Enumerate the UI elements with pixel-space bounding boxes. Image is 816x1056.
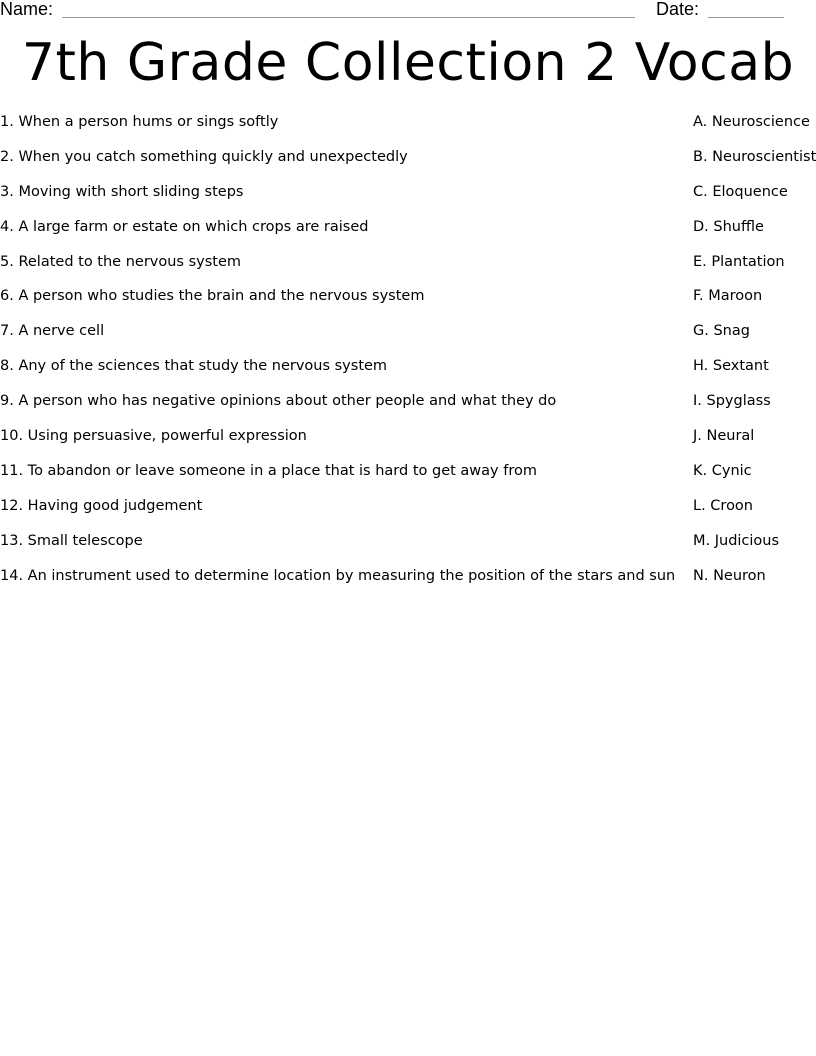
answer-letter: J.	[693, 428, 702, 445]
clue-text: Any of the sciences that study the nervous system	[18, 358, 388, 375]
clue-text: Having good judgement	[27, 497, 203, 514]
clue-item	[0, 286, 680, 321]
clue-text: A large farm or estate on which crops are raised	[18, 218, 369, 235]
clue-text: A person who studies the brain and the nervous system	[18, 288, 425, 305]
answer-word: Neural	[706, 428, 755, 445]
clue-item	[0, 112, 680, 147]
clue-number: 3.	[0, 183, 14, 200]
clue-text: Related to the nervous system	[18, 253, 242, 270]
clue-text: To abandon or leave someone in a place that is hard to get away from	[27, 462, 537, 479]
clue-text: A person who has negative opinions about other people and what they do	[18, 393, 557, 410]
clue-text: A nerve cell	[18, 323, 105, 340]
clue-text: When you catch something quickly and unexpectedly	[18, 148, 408, 165]
answer-word: Cynic	[711, 462, 752, 479]
answer-letter: D.	[693, 218, 709, 235]
answer-item	[693, 112, 816, 147]
answer-word: Spyglass	[706, 393, 771, 410]
answer-letter: B.	[693, 148, 708, 165]
clue-item	[0, 356, 680, 391]
clue-item	[0, 531, 680, 566]
date-label: Date:	[656, 0, 700, 19]
clue-item	[0, 147, 680, 182]
answer-item	[693, 356, 816, 391]
answer-list	[693, 112, 816, 600]
answer-letter: G.	[693, 323, 709, 340]
answer-item	[693, 391, 816, 426]
name-label: Name:	[0, 0, 54, 19]
clue-number: 7.	[0, 323, 14, 340]
clue-item	[0, 217, 680, 252]
clue-text: An instrument used to determine location by measuring the position of the stars and sun	[27, 567, 676, 584]
date-field[interactable]	[708, 17, 784, 18]
answer-item	[693, 426, 816, 461]
answer-word: Shuffle	[713, 218, 764, 235]
answer-letter: N.	[693, 567, 709, 584]
answer-letter: L.	[693, 497, 706, 514]
clue-text: When a person hums or sings softly	[18, 114, 279, 130]
answer-letter: H.	[693, 358, 709, 375]
clue-number: 12.	[0, 497, 24, 514]
answer-item	[693, 286, 816, 321]
answer-word: Croon	[710, 497, 753, 514]
answer-word: Snag	[713, 323, 750, 340]
clue-number: 8.	[0, 358, 14, 375]
answer-word: Neuron	[713, 567, 766, 584]
clue-number: 1.	[0, 114, 14, 130]
answer-letter: K.	[693, 462, 708, 479]
answer-word: Neuroscientist	[712, 148, 816, 165]
clue-list	[0, 112, 680, 600]
clue-item	[0, 391, 680, 426]
clue-item	[0, 321, 680, 356]
clue-number: 2.	[0, 148, 14, 165]
header-line	[0, 0, 816, 22]
answer-letter: A.	[693, 114, 708, 130]
answer-item	[693, 321, 816, 356]
clue-item	[0, 182, 680, 217]
answer-word: Plantation	[711, 253, 785, 270]
answer-word: Sextant	[712, 358, 769, 375]
answer-item	[693, 147, 816, 182]
page-title: 7th Grade Collection 2 Vocab	[21, 33, 795, 93]
clue-number: 5.	[0, 253, 14, 270]
answer-item	[693, 531, 816, 566]
clue-number: 11.	[0, 462, 24, 479]
clue-number: 14.	[0, 567, 24, 584]
answer-item	[693, 182, 816, 217]
clue-number: 13.	[0, 532, 24, 549]
clue-item	[0, 426, 680, 461]
answer-item	[693, 252, 816, 287]
answer-letter: F.	[693, 288, 704, 305]
clue-text: Small telescope	[27, 532, 143, 549]
clue-item	[0, 252, 680, 287]
answer-letter: C.	[693, 183, 708, 200]
answer-word: Maroon	[708, 288, 763, 305]
answer-item	[693, 461, 816, 496]
answer-item	[693, 496, 816, 531]
answer-letter: E.	[693, 253, 707, 270]
answer-word: Judicious	[714, 532, 780, 549]
answer-letter: M.	[693, 532, 711, 549]
clue-number: 9.	[0, 393, 14, 410]
answer-item	[693, 217, 816, 252]
clue-item	[0, 566, 680, 601]
name-field[interactable]	[62, 17, 635, 18]
clue-item	[0, 461, 680, 496]
answer-item	[693, 566, 816, 601]
clue-text: Moving with short sliding steps	[18, 183, 244, 200]
clue-item	[0, 496, 680, 531]
answer-word: Neuroscience	[711, 114, 810, 130]
answer-word: Eloquence	[712, 183, 788, 200]
clue-number: 10.	[0, 428, 24, 445]
clue-number: 6.	[0, 288, 14, 305]
clue-text: Using persuasive, powerful expression	[27, 428, 307, 445]
clue-number: 4.	[0, 218, 14, 235]
answer-letter: I.	[693, 393, 702, 410]
